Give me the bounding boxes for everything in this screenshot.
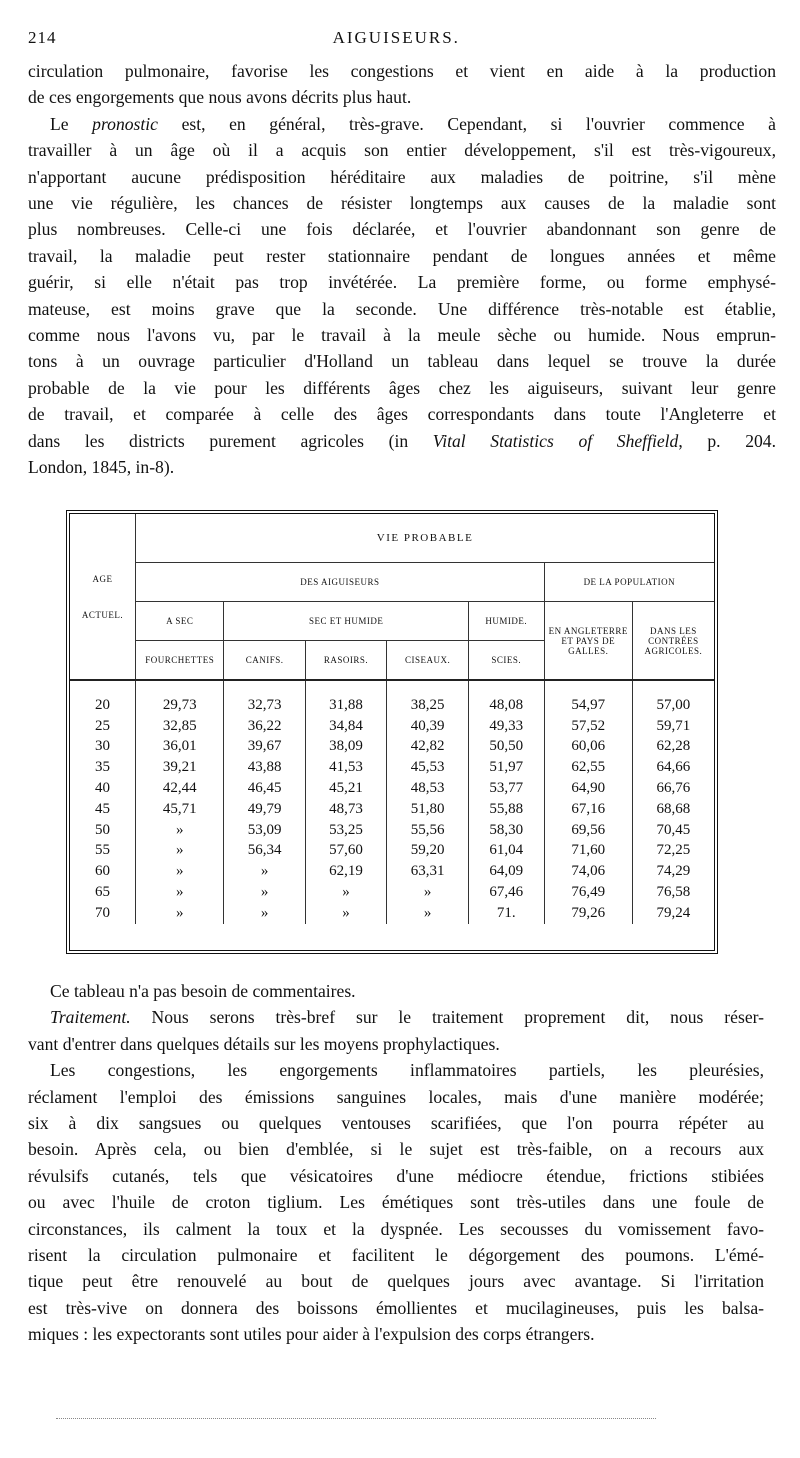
table-body bbox=[70, 680, 714, 924]
text-line bbox=[28, 1004, 764, 1030]
value-cell: » bbox=[136, 903, 224, 924]
paragraph-2 bbox=[28, 111, 776, 481]
value-cell: 64,90 bbox=[544, 778, 632, 799]
value-cell: 45,71 bbox=[136, 799, 224, 820]
table-row bbox=[70, 903, 714, 924]
text-line: circulation pulmonaire, favorise les congestions et vient en aide à la production bbox=[28, 61, 776, 81]
age-cell: 25 bbox=[70, 716, 136, 737]
italic-term: pronostic bbox=[92, 113, 158, 134]
value-cell: 64,66 bbox=[656, 759, 691, 776]
value-cell: 49,33 bbox=[468, 716, 544, 737]
value-cell: 34,84 bbox=[305, 716, 387, 737]
table-row bbox=[70, 737, 714, 758]
value-cell: » bbox=[387, 903, 469, 924]
value-cell: 69,56 bbox=[544, 820, 632, 841]
value-cell: 36,22 bbox=[224, 716, 305, 737]
table-row bbox=[70, 882, 714, 903]
value-cell: 50,50 bbox=[468, 737, 544, 758]
value-cell: 62,28 bbox=[656, 738, 691, 755]
table-row bbox=[70, 861, 714, 882]
text-run: est, en général, très-grave. Cependant, si l'ouvrier commence à bbox=[157, 113, 776, 134]
paragraph-1 bbox=[28, 58, 776, 111]
text-line: travailler à un âge où il a acquis son entier développement, s'il est très-vigoureux, bbox=[28, 140, 776, 161]
canifs-header: CANIFS. bbox=[224, 641, 305, 681]
text-line: travail, la maladie peut rester stationnaire pendant de longues années et même bbox=[28, 245, 776, 266]
text-line: est très-vive on donnera des boissons émollientes et mucilagineuses, puis les balsa- bbox=[28, 1297, 764, 1318]
age-header-line-2: ACTUEL. bbox=[81, 609, 124, 620]
age-cell: 45 bbox=[70, 799, 136, 820]
text-line: n'apportant aucune prédisposition héréditaire aux maladies de poitrine, s'il mène bbox=[28, 166, 776, 187]
value-cell: 76,49 bbox=[544, 882, 632, 903]
value-cell: 53,09 bbox=[224, 820, 305, 841]
value-cell: 53,77 bbox=[468, 778, 544, 799]
text-line: comme nous l'avons vu, par le travail à la meule sèche ou humide. Nous emprun- bbox=[28, 325, 776, 346]
value-cell: » bbox=[136, 841, 224, 862]
paragraph-3 bbox=[28, 978, 764, 1004]
value-cell: 79,26 bbox=[544, 903, 632, 924]
age-cell: 65 bbox=[70, 882, 136, 903]
value-cell: 29,73 bbox=[136, 680, 224, 716]
des-aiguiseurs-header: DES AIGUISEURS bbox=[136, 563, 545, 602]
table-row bbox=[70, 680, 714, 716]
value-cell: 56,34 bbox=[224, 841, 305, 862]
value-cell: 38,09 bbox=[305, 737, 387, 758]
text-line: Ce tableau n'a pas besoin de commentaires. bbox=[50, 981, 356, 1001]
value-cell: 39,67 bbox=[224, 737, 305, 758]
value-cell: 74,06 bbox=[544, 861, 632, 882]
value-cell: 64,09 bbox=[468, 861, 544, 882]
text-line: Les congestions, les engorgements inflammatoires partiels, les pleurésies, bbox=[50, 1060, 764, 1081]
text-line: de ces engorgements que nous avons décrits plus haut. bbox=[28, 87, 412, 108]
italic-heading: Traitement. bbox=[50, 1007, 131, 1028]
table-row bbox=[70, 716, 714, 737]
value-cell: 59,71 bbox=[656, 717, 691, 734]
vie-probable-header: VIE PROBABLE bbox=[136, 514, 714, 563]
value-cell: 71,60 bbox=[544, 841, 632, 862]
text-line: circonstances, ils calment la toux et la dyspnée. Les secousses du vomissement favo- bbox=[28, 1218, 764, 1239]
value-cell: 66,76 bbox=[656, 780, 691, 797]
page bbox=[28, 28, 776, 481]
value-cell: 49,79 bbox=[224, 799, 305, 820]
footer-divider bbox=[56, 1418, 656, 1419]
value-cell: 45,21 bbox=[305, 778, 387, 799]
value-cell: 36,01 bbox=[136, 737, 224, 758]
table-row bbox=[70, 841, 714, 862]
table-row bbox=[70, 820, 714, 841]
text-line: guérir, si elle n'était pas trop invétérée. La première forme, ou forme emphysé- bbox=[28, 272, 776, 293]
data-table bbox=[70, 514, 714, 924]
value-cell: 58,30 bbox=[468, 820, 544, 841]
sec-et-humide-header: SEC ET HUMIDE bbox=[224, 602, 468, 641]
value-cell: 32,73 bbox=[224, 680, 305, 716]
scies-header: SCIES. bbox=[468, 641, 544, 681]
age-cell: 70 bbox=[70, 903, 136, 924]
value-cell: 43,88 bbox=[224, 757, 305, 778]
text-line: besoin. Après cela, ou bien d'emblée, si le sujet est très-faible, on a recours aux bbox=[28, 1139, 764, 1160]
running-title: AIGUISEURS. bbox=[332, 28, 460, 47]
value-cell: » bbox=[305, 882, 387, 903]
table-row bbox=[70, 757, 714, 778]
value-cell: 62,55 bbox=[544, 757, 632, 778]
text-line: vant d'entrer dans quelques détails sur les moyens prophylactiques. bbox=[28, 1033, 500, 1054]
age-cell: 55 bbox=[70, 841, 136, 862]
text-line: réclament l'emploi des émissions sanguines locales, mais d'une manière modérée; bbox=[28, 1086, 764, 1107]
value-cell: 79,24 bbox=[656, 904, 691, 921]
text-run: Le bbox=[50, 113, 93, 134]
value-cell: 42,82 bbox=[387, 737, 469, 758]
a-sec-header: A SEC bbox=[136, 602, 224, 641]
value-cell: 60,06 bbox=[544, 737, 632, 758]
text-line: ou avec l'huile de croton tiglium. Les émétiques sont très-utiles dans une foule de bbox=[28, 1192, 764, 1213]
text-line: plus nombreuses. Celle-ci une fois déclarée, et l'ouvrier abandonnant son genre de bbox=[28, 219, 776, 240]
age-cell: 35 bbox=[70, 757, 136, 778]
text-run: Nous serons très-bref sur le traitement proprement dit, nous réser- bbox=[130, 1007, 764, 1028]
value-cell: 68,68 bbox=[656, 800, 691, 817]
age-cell: 50 bbox=[70, 820, 136, 841]
age-cell: 30 bbox=[70, 737, 136, 758]
value-cell: 61,04 bbox=[468, 841, 544, 862]
value-cell: 57,60 bbox=[305, 841, 387, 862]
page-header bbox=[28, 28, 776, 58]
value-cell: 74,29 bbox=[656, 863, 691, 880]
value-cell: » bbox=[136, 861, 224, 882]
value-cell: 57,00 bbox=[656, 696, 691, 713]
table-row bbox=[70, 778, 714, 799]
value-cell: 48,08 bbox=[468, 680, 544, 716]
age-cell: 20 bbox=[70, 680, 136, 716]
de-la-population-header: DE LA POPULATION bbox=[544, 563, 714, 602]
value-cell: » bbox=[224, 861, 305, 882]
text-line bbox=[28, 428, 776, 454]
value-cell: 32,85 bbox=[136, 716, 224, 737]
life-expectancy-table bbox=[66, 510, 718, 954]
value-cell: 48,73 bbox=[305, 799, 387, 820]
text-line: révulsifs cutanés, tels que vésicatoires d'une médiocre étendue, frictions stibiées bbox=[28, 1165, 764, 1186]
age-header-line-1: AGE bbox=[92, 573, 113, 584]
text-line: London, 1845, in-8). bbox=[28, 457, 175, 478]
text-line: de travail, et comparée à celle des âges correspondants dans toute l'Angleterre et bbox=[28, 404, 776, 425]
value-cell: » bbox=[224, 882, 305, 903]
value-cell: 39,21 bbox=[136, 757, 224, 778]
value-cell: 51,97 bbox=[468, 757, 544, 778]
age-cell: 40 bbox=[70, 778, 136, 799]
value-cell: 46,45 bbox=[224, 778, 305, 799]
value-cell: 55,56 bbox=[387, 820, 469, 841]
value-cell: 51,80 bbox=[387, 799, 469, 820]
table-row bbox=[70, 799, 714, 820]
text-line: risent la circulation pulmonaire et facilitent le dégorgement des poumons. L'émé- bbox=[28, 1245, 764, 1266]
italic-citation: Vital Statistics of Sheffield bbox=[432, 430, 679, 451]
value-cell: 59,20 bbox=[387, 841, 469, 862]
paragraph-4 bbox=[28, 1004, 764, 1057]
value-cell: 57,52 bbox=[544, 716, 632, 737]
age-column-header bbox=[70, 514, 136, 680]
value-cell: 41,53 bbox=[305, 757, 387, 778]
text-line: tons à un ouvrage particulier d'Holland un tableau dans lequel se trouve la durée bbox=[28, 351, 776, 372]
value-cell: 72,25 bbox=[656, 842, 691, 859]
value-cell: 38,25 bbox=[387, 680, 469, 716]
humide-header: HUMIDE. bbox=[468, 602, 544, 641]
rasoirs-header: RASOIRS. bbox=[305, 641, 387, 681]
value-cell: » bbox=[224, 903, 305, 924]
value-cell: 70,45 bbox=[656, 821, 691, 838]
value-cell: 42,44 bbox=[136, 778, 224, 799]
value-cell: 45,53 bbox=[387, 757, 469, 778]
value-cell: 40,39 bbox=[387, 716, 469, 737]
ciseaux-header: CISEAUX. bbox=[387, 641, 469, 681]
value-cell: 76,58 bbox=[656, 884, 691, 901]
value-cell: 54,97 bbox=[544, 680, 632, 716]
value-cell: 31,88 bbox=[305, 680, 387, 716]
age-cell: 60 bbox=[70, 861, 136, 882]
value-cell: » bbox=[136, 882, 224, 903]
treatment-section bbox=[28, 978, 764, 1348]
text-run: , p. 204. bbox=[678, 430, 776, 451]
value-cell: 55,88 bbox=[468, 799, 544, 820]
text-run: dans les districts purement agricoles (in bbox=[28, 430, 433, 451]
value-cell: 67,46 bbox=[468, 882, 544, 903]
text-line: mateuse, est moins grave que la seconde. Une différence très-notable est établie, bbox=[28, 298, 776, 319]
value-cell: 67,16 bbox=[544, 799, 632, 820]
value-cell: » bbox=[305, 903, 387, 924]
value-cell: 53,25 bbox=[305, 820, 387, 841]
value-cell: » bbox=[136, 820, 224, 841]
contrees-agricoles-header: DANS LES CONTRÉES AGRICOLES. bbox=[632, 602, 714, 681]
text-line: une vie régulière, les chances de résister longtemps aux causes de la maladie sont bbox=[28, 193, 776, 214]
angleterre-header: EN ANGLETERRE ET PAYS DE GALLES. bbox=[544, 602, 632, 681]
value-cell: 63,31 bbox=[387, 861, 469, 882]
paragraph-5 bbox=[28, 1057, 764, 1347]
fourchettes-header: FOURCHETTES bbox=[136, 641, 224, 681]
text-line: probable de la vie pour les différents âges chez les aiguiseurs, suivant leur genre bbox=[28, 377, 776, 398]
value-cell: » bbox=[387, 882, 469, 903]
text-line: six à dix sangsues ou quelques ventouses scarifiées, que l'on pourra répéter au bbox=[28, 1113, 764, 1134]
value-cell: 62,19 bbox=[305, 861, 387, 882]
value-cell: 71. bbox=[468, 903, 544, 924]
text-line: tique peut être renouvelé au bout de quelques jours avec avantage. Si l'irritation bbox=[28, 1271, 764, 1292]
text-line: miques : les expectorants sont utiles pour aider à l'expulsion des corps étrangers. bbox=[28, 1324, 595, 1345]
page-number: 214 bbox=[28, 28, 57, 47]
text-line bbox=[28, 111, 776, 137]
value-cell: 48,53 bbox=[387, 778, 469, 799]
